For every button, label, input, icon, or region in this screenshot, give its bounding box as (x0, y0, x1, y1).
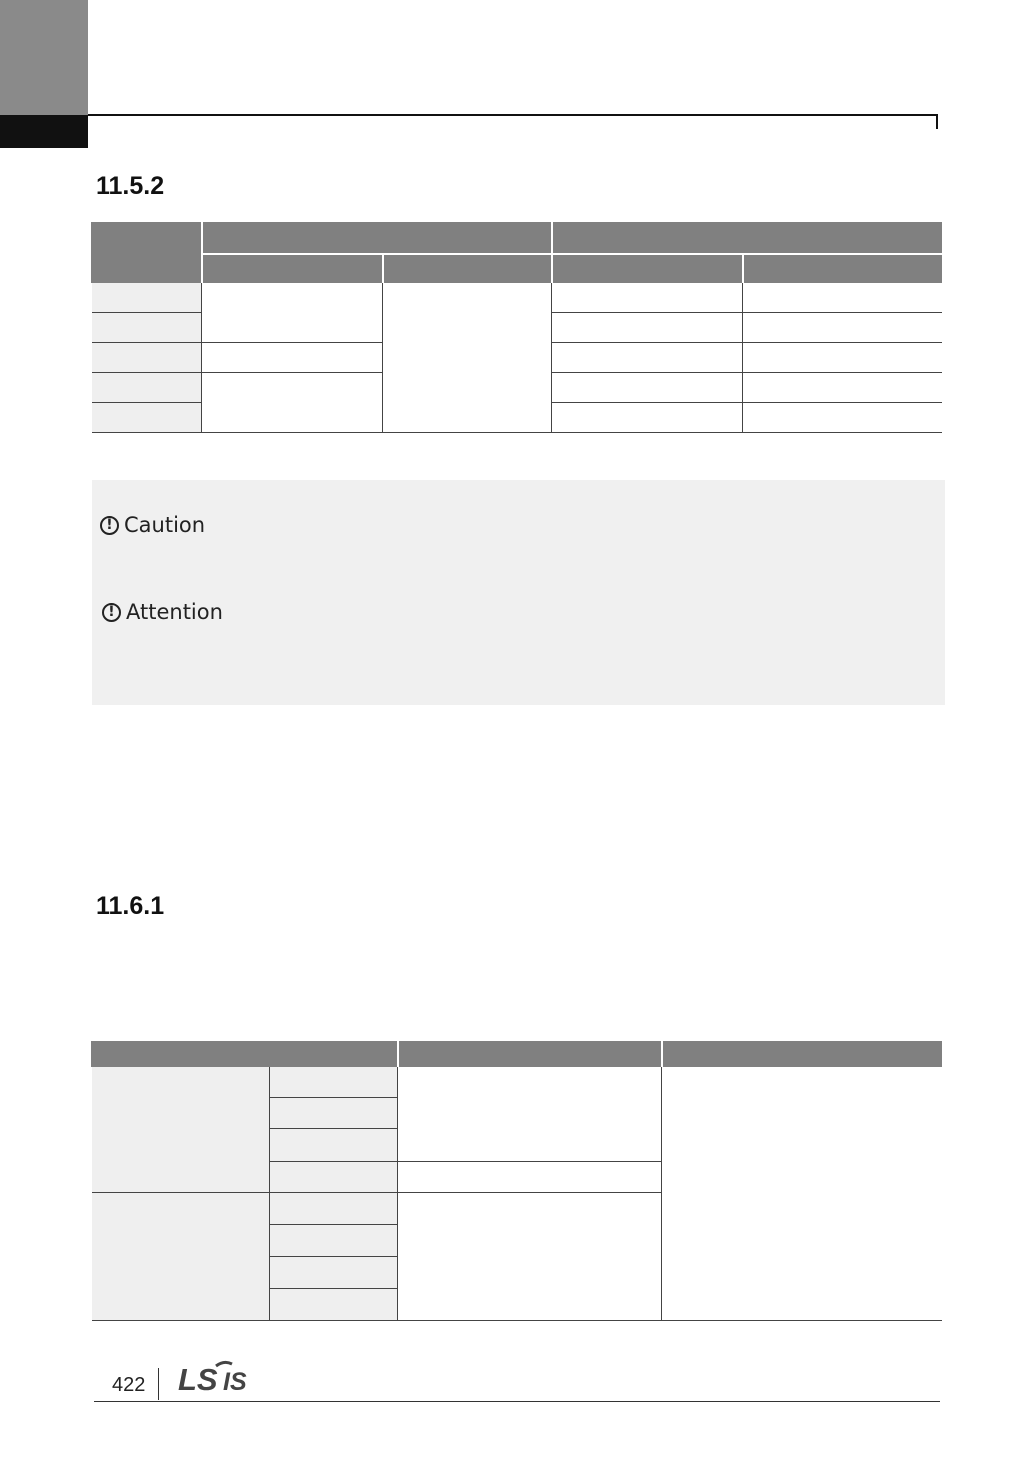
table-header-cell (398, 1042, 662, 1067)
table-header-cell (743, 254, 942, 283)
attention-heading (102, 600, 223, 624)
table-header-cell (662, 1042, 942, 1067)
table-header-cell (383, 254, 552, 283)
caution-heading (100, 513, 205, 537)
table-header-cell (552, 223, 942, 254)
section-heading-11-6-1: 11.6.1 (96, 892, 165, 920)
table-cell (202, 373, 383, 433)
lsis-logo (176, 1360, 260, 1401)
table-cell (92, 313, 202, 343)
table-cell (552, 313, 743, 343)
table-cell (662, 1067, 942, 1321)
lsis-logo-mark (176, 1360, 260, 1396)
page-number: 422 (112, 1374, 146, 1396)
table-cell (383, 283, 552, 433)
footer-rule (94, 1401, 940, 1402)
svg-text:IS: IS (223, 1368, 247, 1396)
section-heading-11-5-2: 11.5.2 (96, 172, 165, 200)
table-header-cell (202, 223, 552, 254)
table-cell (92, 1067, 270, 1193)
table-cell (270, 1257, 398, 1289)
table-header-cell (92, 1042, 398, 1067)
table-cell (270, 1162, 398, 1193)
caution-label: Caution (124, 513, 206, 537)
note-box (92, 480, 945, 705)
table-cell (552, 373, 743, 403)
header-rule-tick (936, 114, 938, 129)
table-cell (92, 373, 202, 403)
table-row (92, 1067, 942, 1098)
footer-separator (158, 1368, 159, 1400)
corner-tab-black (0, 115, 88, 148)
table-cell (270, 1098, 398, 1129)
table-cell (552, 343, 743, 373)
table-cell (743, 403, 942, 433)
table-header-cell (552, 254, 743, 283)
attention-label: Attention (126, 600, 223, 624)
table-cell (552, 283, 743, 313)
table-cell (92, 343, 202, 373)
table-cell (270, 1193, 398, 1225)
svg-text:LS: LS (178, 1362, 218, 1396)
header-rule (88, 114, 938, 116)
table-row (92, 283, 942, 313)
table-cell (743, 373, 942, 403)
table-cell (398, 1193, 662, 1321)
table-cell (92, 1193, 270, 1321)
table-cell (743, 283, 942, 313)
table-cell (552, 403, 743, 433)
table-cell (270, 1289, 398, 1321)
table-cell (270, 1067, 398, 1098)
table-cell (270, 1129, 398, 1162)
exclamation-circle-icon: ! (100, 516, 119, 535)
table-cell (202, 343, 383, 373)
table-header-cell (92, 223, 202, 283)
table-cell (743, 343, 942, 373)
table-cell (398, 1162, 662, 1193)
table-cell (202, 283, 383, 343)
table-11-5-2 (91, 222, 942, 433)
table-cell (92, 283, 202, 313)
table-cell (270, 1225, 398, 1257)
table-cell (92, 403, 202, 433)
table-cell (743, 313, 942, 343)
table-11-6-1 (91, 1041, 942, 1321)
table-cell (398, 1067, 662, 1162)
exclamation-circle-icon: ! (102, 603, 121, 622)
table-header-cell (202, 254, 383, 283)
corner-tab-grey (0, 0, 88, 115)
